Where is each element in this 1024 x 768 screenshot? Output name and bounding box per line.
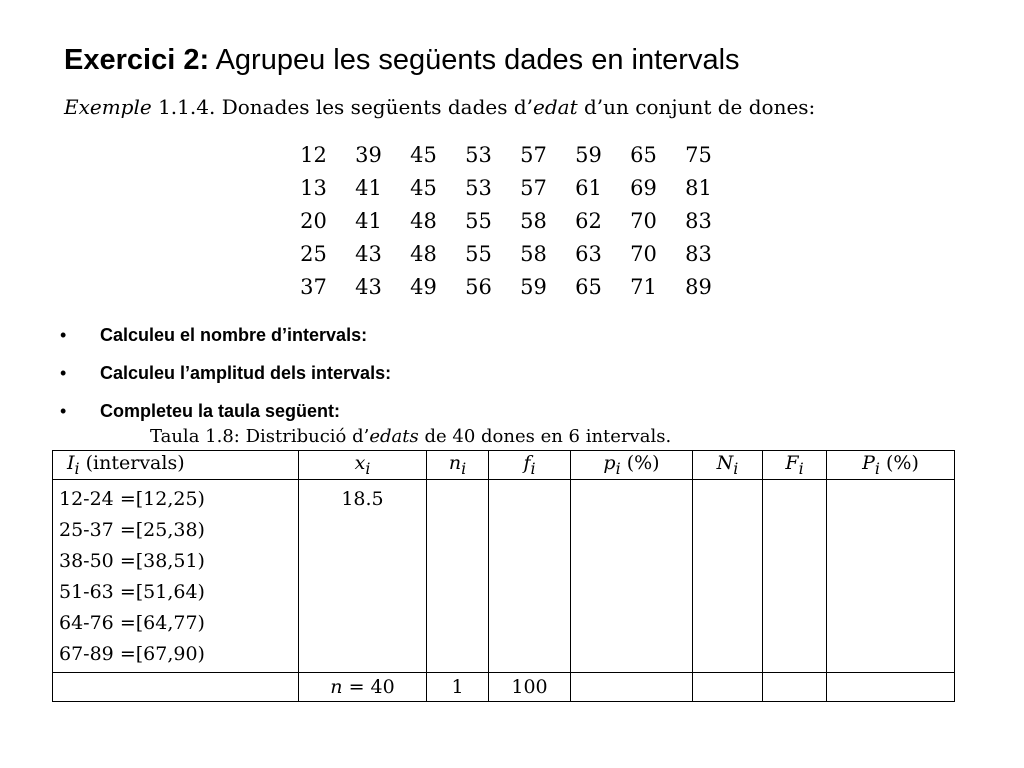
- age-value: 48: [410, 208, 437, 233]
- age-data-grid: [286, 138, 726, 303]
- caption-italic-word: edats: [369, 426, 419, 447]
- cell-Ni: [693, 576, 763, 607]
- age-value: 62: [575, 208, 602, 233]
- header-ni: $n_i$: [427, 451, 489, 480]
- cell-fi: [489, 480, 571, 515]
- table-row: [53, 576, 955, 607]
- age-value: 83: [685, 208, 712, 233]
- age-data-body: [286, 138, 726, 303]
- cell-Pi: [827, 545, 955, 576]
- example-text-before: Donades les següents dades d’: [221, 95, 533, 119]
- cell-xi: 18.5: [299, 480, 427, 515]
- age-value: 20: [300, 208, 327, 233]
- age-value: 39: [355, 142, 382, 167]
- cell-xi: [299, 607, 427, 638]
- age-value: 58: [520, 208, 547, 233]
- example-prefix: Exemple: [64, 95, 152, 119]
- task-text: Calculeu l’amplitud dels intervals:: [100, 363, 392, 383]
- example-italic-word: edat: [533, 95, 578, 119]
- total-n-cell: n = 40: [299, 673, 427, 702]
- age-value: 53: [465, 175, 492, 200]
- cell-fi: [489, 576, 571, 607]
- cell-fi: [489, 514, 571, 545]
- age-value: 41: [355, 175, 382, 200]
- cell-fi: [489, 607, 571, 638]
- task-list: [60, 316, 391, 430]
- cell-xi: [299, 576, 427, 607]
- age-value: 63: [575, 241, 602, 266]
- header-Ni: $N_i$: [693, 451, 763, 480]
- table-row: [53, 514, 955, 545]
- cell-interval: 38-50 =[38,51): [53, 545, 299, 576]
- cell-interval: 51-63 =[51,64): [53, 576, 299, 607]
- cell-Ni: [693, 545, 763, 576]
- example-number: 1.1.4.: [158, 95, 216, 119]
- cell-Pi: [827, 480, 955, 515]
- age-value: 13: [300, 175, 327, 200]
- age-value: 45: [410, 142, 437, 167]
- age-value: 37: [300, 274, 327, 299]
- example-statement: [64, 93, 815, 121]
- header-fi: $f_i$: [489, 451, 571, 480]
- cell-Ni: [693, 480, 763, 515]
- total-Ni-cell: [693, 673, 763, 702]
- slide-title: [64, 40, 740, 80]
- cell-Fi: [763, 480, 827, 515]
- task-text: Completeu la taula següent:: [100, 401, 341, 421]
- cell-Fi: [763, 607, 827, 638]
- age-value: 55: [465, 208, 492, 233]
- age-value: 45: [410, 175, 437, 200]
- title-instruction: Agrupeu les següents dades en intervals: [215, 44, 740, 76]
- age-value: 65: [630, 142, 657, 167]
- header-intervals: $I_i$ (intervals): [53, 451, 299, 480]
- age-data-row: [286, 204, 726, 237]
- table-row: [53, 607, 955, 638]
- total-interval-cell: [53, 673, 299, 702]
- cell-xi: [299, 514, 427, 545]
- age-value: 43: [355, 274, 382, 299]
- frequency-table: [52, 450, 955, 702]
- caption-label: Taula 1.8:: [150, 426, 240, 447]
- cell-ni: [427, 576, 489, 607]
- total-Fi-cell: [763, 673, 827, 702]
- age-value: 71: [630, 274, 657, 299]
- age-value: 89: [685, 274, 712, 299]
- age-value: 12: [300, 142, 327, 167]
- cell-xi: [299, 638, 427, 673]
- cell-ni: [427, 514, 489, 545]
- cell-pi: [571, 480, 693, 515]
- table-header-row: [53, 451, 955, 480]
- cell-Pi: [827, 576, 955, 607]
- cell-Fi: [763, 545, 827, 576]
- age-value: 70: [630, 241, 657, 266]
- age-value: 48: [410, 241, 437, 266]
- cell-ni: [427, 480, 489, 515]
- cell-ni: [427, 638, 489, 673]
- age-value: 57: [520, 142, 547, 167]
- table-row: [53, 545, 955, 576]
- age-data-row: [286, 138, 726, 171]
- age-value: 43: [355, 241, 382, 266]
- frequency-table-body: [53, 480, 955, 673]
- age-value: 81: [685, 175, 712, 200]
- cell-Fi: [763, 576, 827, 607]
- bullet-marker: •: [60, 401, 67, 421]
- title-exercise-label: Exercici 2:: [64, 44, 210, 76]
- table-totals-row: [53, 673, 955, 702]
- cell-xi: [299, 545, 427, 576]
- age-value: 75: [685, 142, 712, 167]
- cell-fi: [489, 638, 571, 673]
- bullet-marker: •: [60, 325, 67, 345]
- age-value: 69: [630, 175, 657, 200]
- cell-pi: [571, 576, 693, 607]
- cell-Ni: [693, 607, 763, 638]
- cell-fi: [489, 545, 571, 576]
- caption-text-after: de 40 dones en 6 intervals.: [424, 426, 672, 447]
- cell-Pi: [827, 638, 955, 673]
- cell-ni: [427, 545, 489, 576]
- header-xi: $x_i$: [299, 451, 427, 480]
- age-value: 57: [520, 175, 547, 200]
- example-text-after: d’un conjunt de dones:: [583, 95, 816, 119]
- table-row: [53, 638, 955, 673]
- cell-Ni: [693, 514, 763, 545]
- table-row: [53, 480, 955, 515]
- cell-interval: 64-76 =[64,77): [53, 607, 299, 638]
- age-value: 83: [685, 241, 712, 266]
- age-value: 65: [575, 274, 602, 299]
- header-Pi: $P_i$ (%): [827, 451, 955, 480]
- task-text: Calculeu el nombre d’intervals:: [100, 325, 368, 345]
- total-pi-cell: [571, 673, 693, 702]
- age-data-row: [286, 270, 726, 303]
- cell-pi: [571, 514, 693, 545]
- cell-interval: 25-37 =[25,38): [53, 514, 299, 545]
- cell-Pi: [827, 514, 955, 545]
- age-value: 55: [465, 241, 492, 266]
- age-value: 53: [465, 142, 492, 167]
- cell-pi: [571, 545, 693, 576]
- age-value: 25: [300, 241, 327, 266]
- age-value: 61: [575, 175, 602, 200]
- total-ni-cell: 1: [427, 673, 489, 702]
- cell-pi: [571, 607, 693, 638]
- age-value: 59: [520, 274, 547, 299]
- total-Pi-cell: [827, 673, 955, 702]
- cell-ni: [427, 607, 489, 638]
- cell-pi: [571, 638, 693, 673]
- age-value: 58: [520, 241, 547, 266]
- header-pi: $p_i$ (%): [571, 451, 693, 480]
- age-value: 41: [355, 208, 382, 233]
- header-Fi: $F_i$: [763, 451, 827, 480]
- age-data-row: [286, 171, 726, 204]
- bullet-marker: •: [60, 363, 67, 383]
- table-caption: [150, 424, 671, 450]
- cell-interval: 12-24 =[12,25): [53, 480, 299, 515]
- total-fi-cell: 100: [489, 673, 571, 702]
- age-data-row: [286, 237, 726, 270]
- age-value: 70: [630, 208, 657, 233]
- task-item: [60, 354, 391, 392]
- cell-Ni: [693, 638, 763, 673]
- age-value: 56: [465, 274, 492, 299]
- age-value: 59: [575, 142, 602, 167]
- cell-Pi: [827, 607, 955, 638]
- task-item: [60, 316, 391, 354]
- cell-Fi: [763, 638, 827, 673]
- caption-text-before: Distribució d’: [245, 426, 370, 447]
- cell-Fi: [763, 514, 827, 545]
- cell-interval: 67-89 =[67,90): [53, 638, 299, 673]
- age-value: 49: [410, 274, 437, 299]
